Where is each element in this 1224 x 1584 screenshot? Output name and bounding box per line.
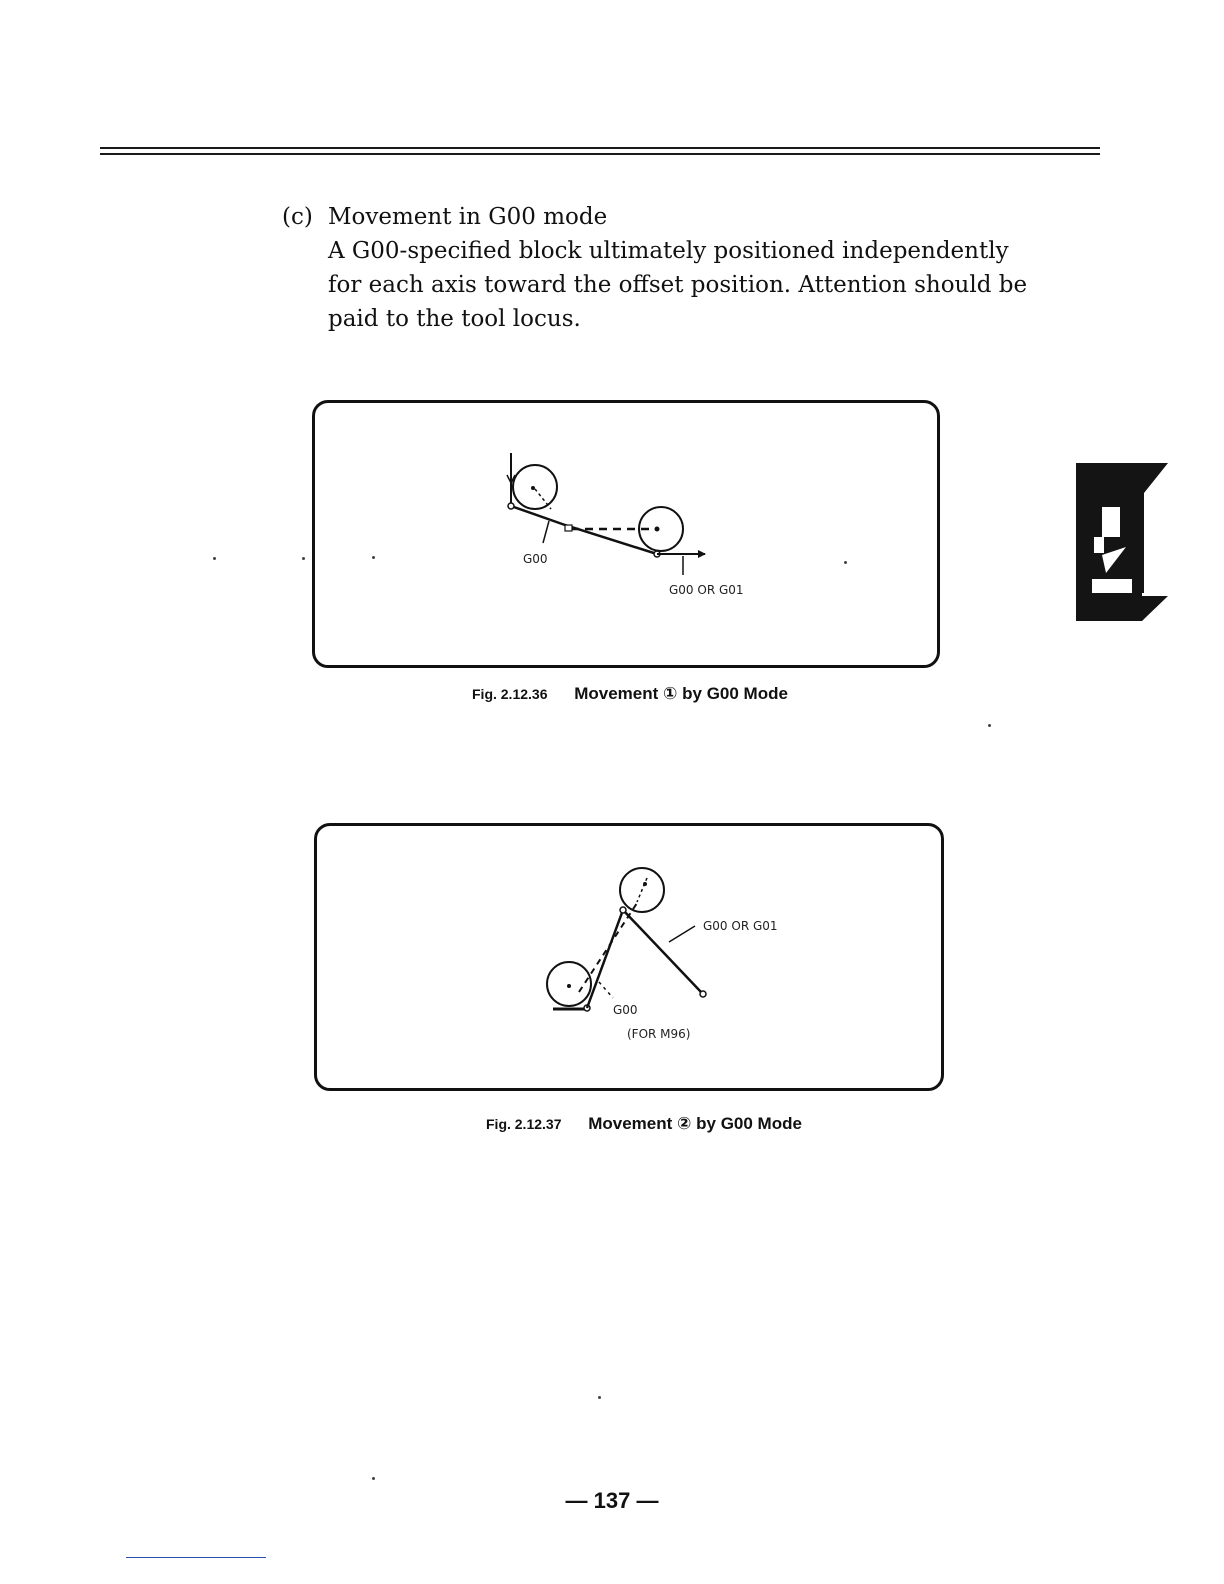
scan-speck <box>988 724 991 727</box>
figure-1-number: Fig. 2.12.36 <box>472 686 548 702</box>
section-title: Movement in G00 mode <box>328 204 608 230</box>
label-g00-or-g01: G00 OR G01 <box>669 583 744 597</box>
header-rule-bottom <box>100 153 1100 155</box>
scan-speck <box>844 561 847 564</box>
figure-2-frame <box>314 823 944 1091</box>
label-for-m96: (FOR M96) <box>627 1027 691 1041</box>
figure-1-diagram <box>315 403 937 665</box>
programmed-path <box>587 910 701 1008</box>
section-c <box>282 200 1062 336</box>
footnote-rule <box>126 1557 266 1558</box>
tool-circle-start <box>513 465 557 509</box>
scan-speck <box>372 556 375 559</box>
figure-2-diagram <box>317 826 941 1088</box>
label-g00: G00 <box>523 552 548 566</box>
figure-2-title: Movement ② by G00 Mode <box>588 1114 802 1133</box>
g00-or-g01-leader <box>669 926 695 942</box>
scan-speck <box>302 557 305 560</box>
label-g00-or-g01: G00 OR G01 <box>703 919 778 933</box>
programmed-path <box>511 506 657 554</box>
section-heading <box>282 200 1062 234</box>
scan-speck <box>213 557 216 560</box>
scan-speck <box>372 1477 375 1480</box>
section-paragraph: A G00-specified block ultimately positioned independently for each axis toward the offset position. Attention should be paid to the tool locus. <box>328 238 1028 332</box>
figure-1-frame <box>312 400 940 668</box>
scan-speck <box>598 1396 601 1399</box>
label-g00: G00 <box>613 1003 638 1017</box>
page-number: — 137 — <box>565 1488 659 1513</box>
section-label: (c) <box>282 204 313 230</box>
figure-2-caption <box>486 1114 802 1134</box>
header-rule-top <box>100 147 1100 149</box>
figure-1-caption <box>472 684 788 704</box>
figure-1-title: Movement ① by G00 Mode <box>574 684 788 703</box>
chapter-tab-icon <box>1076 463 1168 621</box>
figure-2-number: Fig. 2.12.37 <box>486 1116 562 1132</box>
g00-leader <box>543 521 549 543</box>
